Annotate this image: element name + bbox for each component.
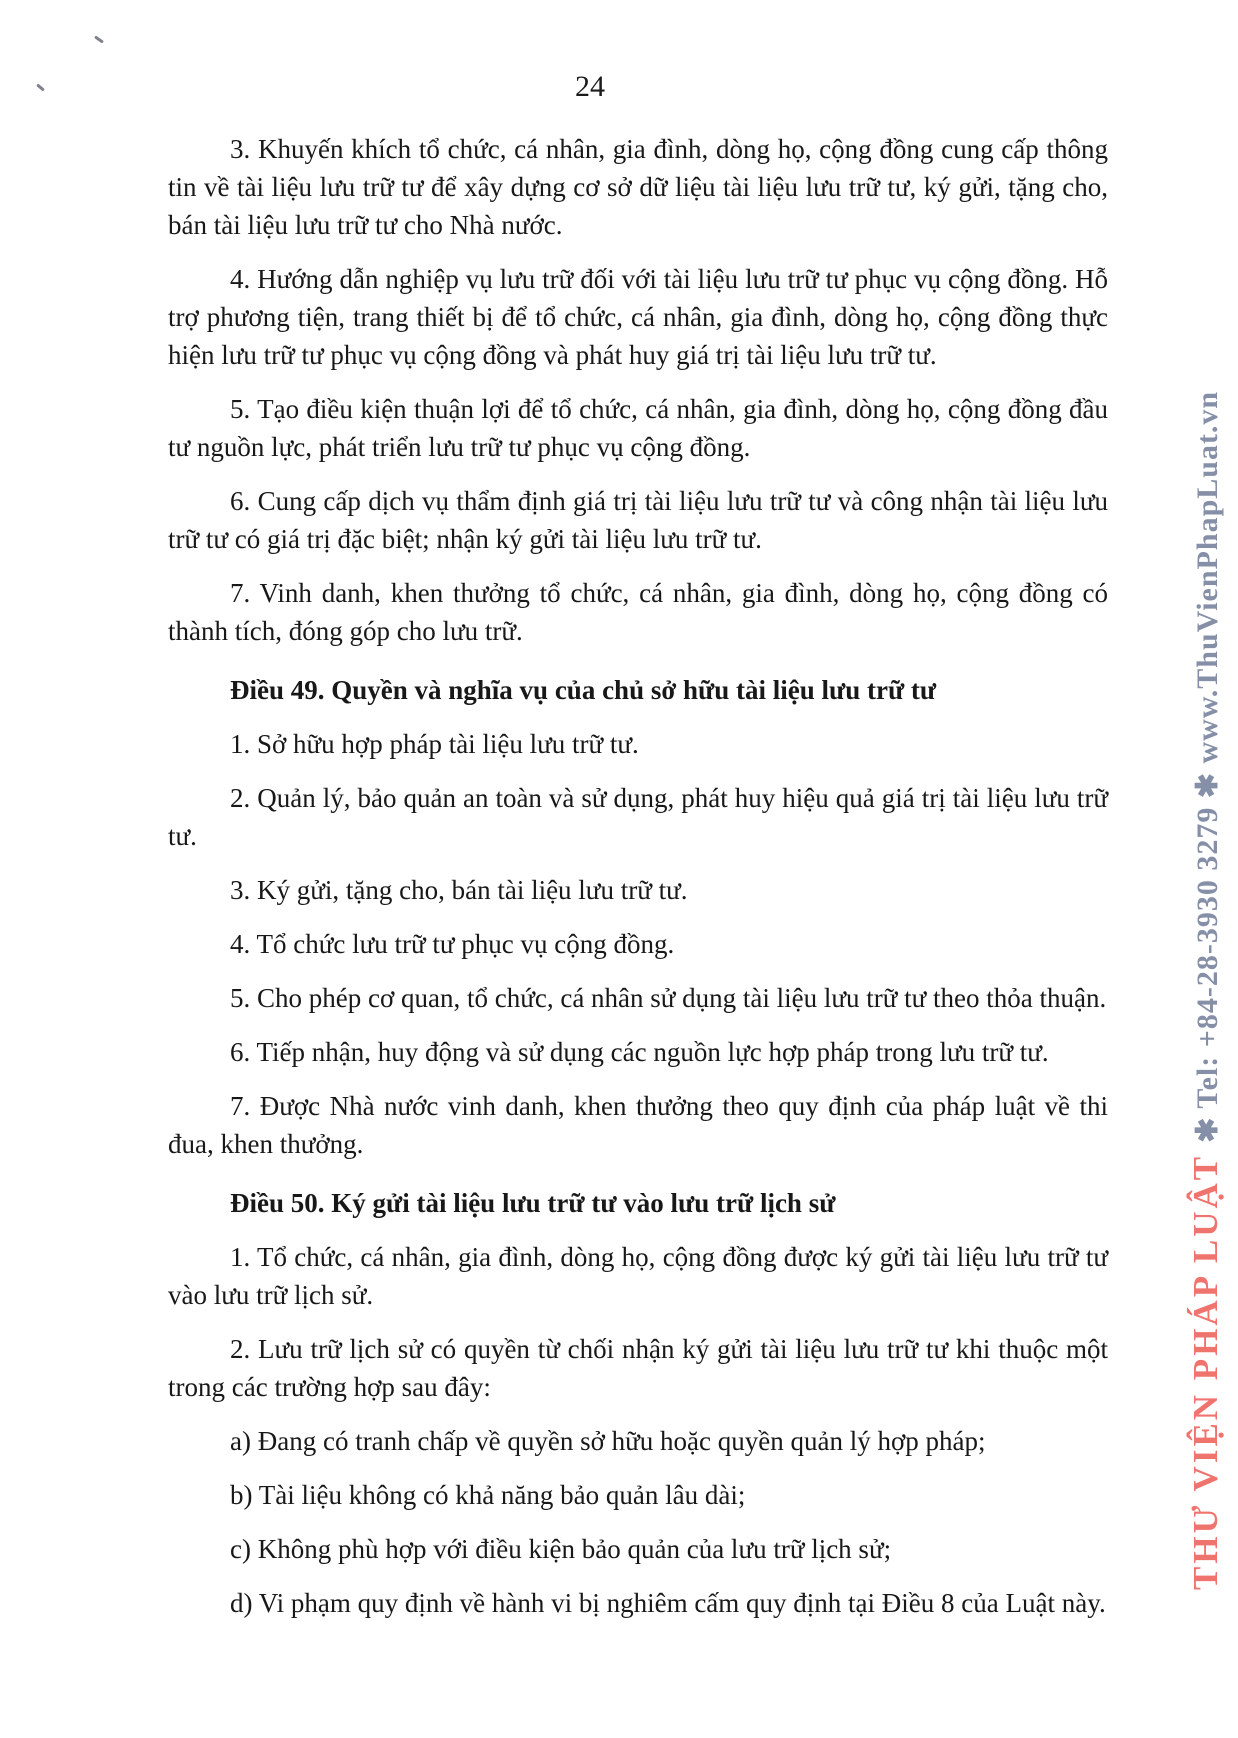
paragraph: 4. Tổ chức lưu trữ tư phục vụ cộng đồng.: [230, 929, 675, 959]
paragraph: 7. Vinh danh, khen thưởng tổ chức, cá nhân, gia đình, dòng họ, cộng đồng có thành tích, đóng góp cho lưu trữ.: [168, 578, 1108, 646]
document-content: [168, 130, 1108, 1622]
paragraph: b) Tài liệu không có khả năng bảo quản lâu dài;: [230, 1480, 746, 1510]
paragraph: 4. Hướng dẫn nghiệp vụ lưu trữ đối với tài liệu lưu trữ tư phục vụ cộng đồng. Hỗ trợ phương tiện, trang thiết bị để tổ chức, cá nhân, gia đình, dòng họ, cộng đồng thực hiện lưu trữ tư phục vụ cộng đồng và phát huy giá trị tài liệu lưu trữ tư.: [168, 264, 1108, 370]
paragraph: 6. Cung cấp dịch vụ thẩm định giá trị tài liệu lưu trữ tư và công nhận tài liệu lưu trữ tư có giá trị đặc biệt; nhận ký gửi tài liệu lưu trữ tư.: [168, 486, 1108, 554]
paragraph: a) Đang có tranh chấp về quyền sở hữu hoặc quyền quản lý hợp pháp;: [230, 1426, 986, 1456]
watermark-contact: ✱ Tel: +84-28-3930 3279 ✱ www.ThuVienPhapLuat.vn: [1191, 390, 1224, 1143]
paragraph: 1. Sở hữu hợp pháp tài liệu lưu trữ tư.: [230, 729, 639, 759]
paragraph: 2. Quản lý, bảo quản an toàn và sử dụng, phát huy hiệu quả giá trị tài liệu lưu trữ tư.: [168, 783, 1108, 851]
paragraph: d) Vi phạm quy định về hành vi bị nghiêm cấm quy định tại Điều 8 của Luật này.: [230, 1588, 1106, 1618]
paragraph: 5. Tạo điều kiện thuận lợi để tổ chức, cá nhân, gia đình, dòng họ, cộng đồng đầu tư nguồn lực, phát triển lưu trữ tư phục vụ cộng đồng.: [168, 394, 1108, 462]
watermark-brand: THƯ VIỆN PHÁP LUẬT: [1186, 1142, 1225, 1590]
watermark-vertical: [1186, 391, 1226, 1590]
paragraph: 3. Ký gửi, tặng cho, bán tài liệu lưu trữ tư.: [230, 875, 688, 905]
paragraph: 6. Tiếp nhận, huy động và sử dụng các nguồn lực hợp pháp trong lưu trữ tư.: [230, 1037, 1049, 1067]
paragraph: 2. Lưu trữ lịch sử có quyền từ chối nhận ký gửi tài liệu lưu trữ tư khi thuộc một trong các trường hợp sau đây:: [168, 1334, 1108, 1402]
paragraph: 1. Tổ chức, cá nhân, gia đình, dòng họ, cộng đồng được ký gửi tài liệu lưu trữ tư vào lưu trữ lịch sử.: [168, 1242, 1108, 1310]
scan-speck: [94, 35, 104, 43]
paragraph: 5. Cho phép cơ quan, tổ chức, cá nhân sử dụng tài liệu lưu trữ tư theo thỏa thuận.: [230, 983, 1107, 1013]
article-heading: Điều 49. Quyền và nghĩa vụ của chủ sở hữu tài liệu lưu trữ tư: [230, 675, 937, 705]
paragraph: c) Không phù hợp với điều kiện bảo quản của lưu trữ lịch sử;: [230, 1534, 892, 1564]
paragraph: 3. Khuyến khích tổ chức, cá nhân, gia đình, dòng họ, cộng đồng cung cấp thông tin về tài liệu lưu trữ tư để xây dựng cơ sở dữ liệu tài liệu lưu trữ tư, ký gửi, tặng cho, bán tài liệu lưu trữ tư cho Nhà nước.: [168, 134, 1108, 240]
page-number: 24: [575, 70, 605, 103]
article-heading: Điều 50. Ký gửi tài liệu lưu trữ tư vào lưu trữ lịch sử: [230, 1188, 836, 1218]
paragraph: 7. Được Nhà nước vinh danh, khen thưởng theo quy định của pháp luật về thi đua, khen thưởng.: [168, 1091, 1108, 1159]
